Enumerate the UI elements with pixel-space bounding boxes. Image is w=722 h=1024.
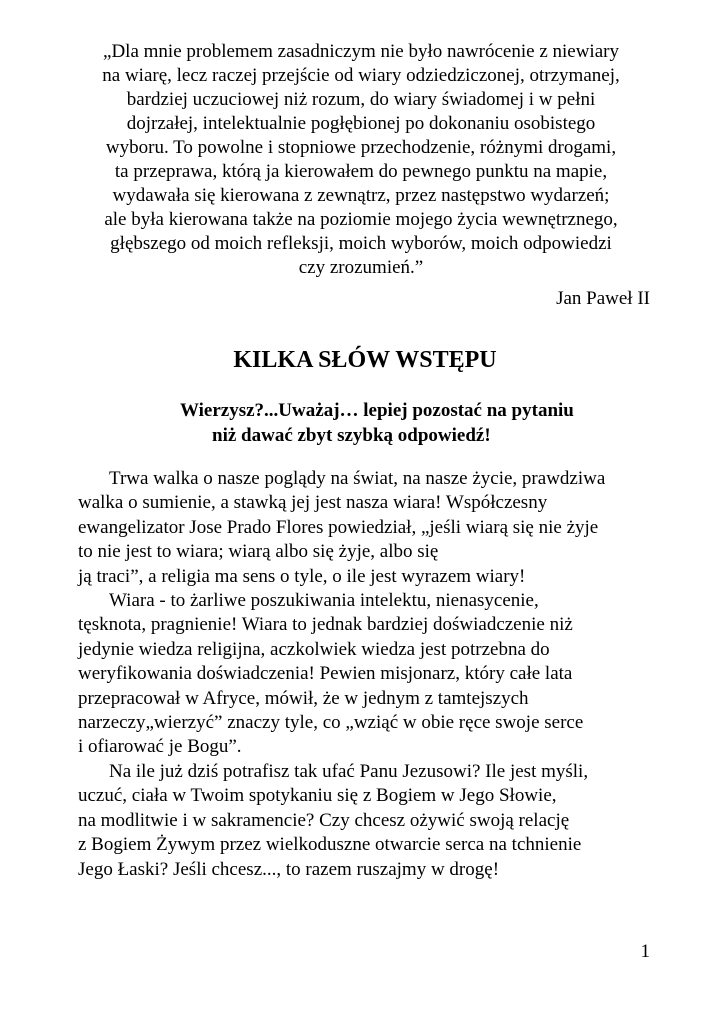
section-heading: KILKA SŁÓW WSTĘPU [233, 347, 497, 373]
quote-line: „Dla mnie problemem zasadniczym nie było nawrócenie z niewiary [103, 41, 619, 62]
body-text [78, 467, 658, 882]
epigraph-quote [70, 40, 652, 280]
page-number: 1 [640, 941, 650, 962]
body-line: i ofiarować je Bogu”. [78, 736, 242, 758]
subheading-line: niż dawać zbyt szybką odpowiedź! [212, 425, 491, 446]
body-line: z Bogiem Żywym przez wielkoduszne otwarcie serca na tchnienie [78, 834, 582, 856]
body-line: uczuć, ciała w Twoim spotykaniu się z Bogiem w Jego Słowie, [78, 785, 557, 807]
body-line: jedynie wiedza religijna, aczkolwiek wiedza jest potrzebna do [78, 638, 550, 660]
quote-line: czy zrozumień.” [298, 257, 424, 278]
body-line: przepracował w Afryce, mówił, że w jednym z tamtejszych [78, 687, 529, 709]
body-line: Wiara - to żarliwe poszukiwania intelektu, nienasycenie, [109, 590, 539, 612]
body-line: to nie jest to wiara; wiarą albo się żyje, albo się [78, 541, 439, 563]
quote-line: na wiarę, lecz raczej przejście od wiary odziedziczonej, otrzymanej, [102, 65, 620, 86]
quote-line: głębszego od moich refleksji, moich wyborów, moich odpowiedzi [110, 233, 612, 254]
quote-author: Jan Paweł II [556, 288, 650, 309]
body-line: walka o sumienie, a stawką jej jest nasza wiara! Współczesny [78, 492, 548, 514]
body-line: na modlitwie i w sakramencie? Czy chcesz ożywić swoją relację [78, 809, 570, 831]
quote-line: bardziej uczuciowej niż rozum, do wiary świadomej i w pełni [126, 89, 596, 110]
body-line: Jego Łaski? Jeśli chcesz..., to razem ruszajmy w drogę! [78, 858, 500, 880]
quote-line: wydawała się kierowana z zewnątrz, przez następstwo wydarzeń; [112, 185, 610, 206]
body-line: weryfikowania doświadczenia! Pewien misjonarz, który całe lata [78, 663, 573, 685]
body-line: tęsknota, pragnienie! Wiara to jednak bardziej doświadczenie niż [78, 614, 573, 636]
quote-line: ta przeprawa, którą ja kierowałem do pewnego punktu na mapie, [114, 161, 608, 182]
body-line: Trwa walka o nasze poglądy na świat, na nasze życie, prawdziwa [109, 468, 606, 489]
body-line: ją traci”, a religia ma sens o tyle, o ile jest wyrazem wiary! [78, 565, 526, 587]
quote-line: wyboru. To powolne i stopniowe przechodzenie, różnymi drogami, [105, 137, 617, 158]
body-line: ewangelizator Jose Prado Flores powiedział, „jeśli wiarą się nie żyje [78, 516, 599, 538]
quote-line: dojrzałej, intelektualnie pogłębionej po dokonaniu osobistego [126, 113, 596, 134]
body-line: narzeczy„wierzyć” znaczy tyle, co „wziąć w obie ręce swoje serce [78, 712, 584, 734]
quote-line: ale była kierowana także na poziomie mojego życia wewnętrznego, [104, 209, 618, 230]
subheading-line: Wierzysz?...Uważaj… lepiej pozostać na pytaniu [180, 400, 574, 421]
body-line: Na ile już dziś potrafisz tak ufać Panu Jezusowi? Ile jest myśli, [109, 760, 589, 782]
